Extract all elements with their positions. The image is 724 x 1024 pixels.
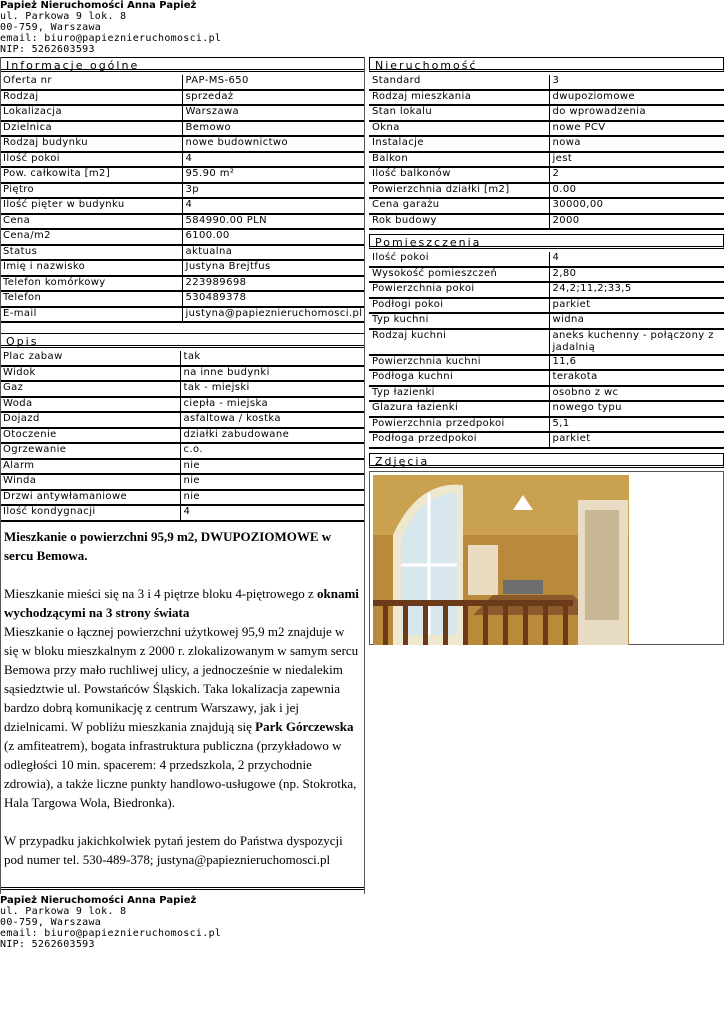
property-row xyxy=(369,198,724,214)
opis-row xyxy=(0,366,365,382)
opis-value: nie xyxy=(180,474,365,490)
property-value: do wprowadzenia xyxy=(549,105,724,121)
rooms-row xyxy=(369,267,724,283)
property-label: Rodzaj mieszkania xyxy=(369,90,549,106)
opis-label: Ogrzewanie xyxy=(0,443,180,459)
rooms-value: 5,1 xyxy=(549,417,724,433)
general-value: 3p xyxy=(182,183,365,199)
property-label: Instalacje xyxy=(369,136,549,152)
property-row xyxy=(369,214,724,230)
general-label: Pow. całkowita [m2] xyxy=(0,167,182,183)
section-general: Informacje ogólne xyxy=(0,57,365,72)
opis-value: tak xyxy=(180,351,365,366)
rooms-row xyxy=(369,370,724,386)
agency-nip: NIP: 5262603593 xyxy=(0,44,95,55)
rooms-label: Podłogi pokoi xyxy=(369,298,549,314)
footer-agency-address-1: ul. Parkowa 9 lok. 8 xyxy=(0,906,127,917)
opis-label: Alarm xyxy=(0,459,180,475)
general-label: Oferta nr xyxy=(0,75,182,90)
agency-name: Papież Nieruchomości Anna Papież xyxy=(0,0,197,11)
general-row xyxy=(0,214,365,230)
opis-row xyxy=(0,381,365,397)
property-label: Powierzchnia działki [m2] xyxy=(369,183,549,199)
rooms-label: Podłoga kuchni xyxy=(369,370,549,386)
opis-row xyxy=(0,428,365,444)
rooms-label: Podłoga przedpokoi xyxy=(369,432,549,448)
property-row xyxy=(369,75,724,90)
rooms-label: Rodzaj kuchni xyxy=(369,329,549,355)
property-row xyxy=(369,90,724,106)
general-label: Piętro xyxy=(0,183,182,199)
general-row xyxy=(0,75,365,90)
opis-row xyxy=(0,459,365,475)
general-label: Rodzaj xyxy=(0,90,182,106)
general-value: 223989698 xyxy=(182,276,365,292)
rooms-value: terakota xyxy=(549,370,724,386)
general-value: 95.90 m² xyxy=(182,167,365,183)
property-value: 3 xyxy=(549,75,724,90)
general-value: 530489378 xyxy=(182,291,365,307)
general-label: Cena xyxy=(0,214,182,230)
general-value: aktualna xyxy=(182,245,365,261)
property-label: Okna xyxy=(369,121,549,137)
description xyxy=(0,527,365,890)
general-row xyxy=(0,90,365,106)
description-headline: Mieszkanie o powierzchni 95,9 m2, DWUPOZIOMOWE w sercu Bemowa. xyxy=(4,528,332,563)
property-row xyxy=(369,121,724,137)
opis-row xyxy=(0,397,365,413)
opis-value: ciepła - miejska xyxy=(180,397,365,413)
agency-address-2: 00-759, Warszawa xyxy=(0,22,102,33)
general-row xyxy=(0,136,365,152)
general-label: Dzielnica xyxy=(0,121,182,137)
property-row xyxy=(369,105,724,121)
rooms-row xyxy=(369,329,724,355)
general-row xyxy=(0,260,365,276)
general-row xyxy=(0,105,365,121)
agency-footer xyxy=(0,895,221,950)
property-label: Balkon xyxy=(369,152,549,168)
photo-gallery xyxy=(369,471,724,645)
description-paragraph-3: Mieszkanie o łącznej powierzchni użytkowej 95,9 m2 znajduje w się w bloku mieszkalnym z 2000 r. zlokalizowanym w samym sercu Bemowa przy mało ruchliwej ulicy, a jednocześnie w niedalekim sąsiedztwie ul. Powstańców Śląskich. Taka lokalizacja zapewnia bardzo dobrą komunikację z centrum Warszawy, jak i jej dzielnicami. W pobliżu mieszkania znajdują się Park Górczewska (z amfiteatrem), bogata infrastruktura publiczna (przykładowo w odległości 10 min. spacerem: 4 przedszkola, 2 przychodnie zdrowia), a także liczne punkty handlowo-usługowe (np. Stokrotka, Hala Targowa Wola, Biedronka). xyxy=(4,623,359,810)
rooms-row xyxy=(369,417,724,433)
rooms-value: nowego typu xyxy=(549,401,724,417)
general-row xyxy=(0,291,365,307)
general-value: Warszawa xyxy=(182,105,365,121)
general-row xyxy=(0,229,365,245)
rooms-label: Wysokość pomieszczeń xyxy=(369,267,549,283)
general-label: Telefon komórkowy xyxy=(0,276,182,292)
property-value: jest xyxy=(549,152,724,168)
property-label: Cena garażu xyxy=(369,198,549,214)
general-value: justyna@papieznieruchomosci.pl xyxy=(182,307,365,323)
left-column xyxy=(0,57,365,890)
opis-value: tak - miejski xyxy=(180,381,365,397)
general-value: PAP-MS-650 xyxy=(182,75,365,90)
agency-header-top xyxy=(0,0,221,55)
general-row xyxy=(0,167,365,183)
rooms-value: 24,2;11,2;33,5 xyxy=(549,282,724,298)
rooms-value: parkiet xyxy=(549,298,724,314)
property-value: dwupoziomowe xyxy=(549,90,724,106)
general-value: 4 xyxy=(182,198,365,214)
right-column xyxy=(369,57,724,645)
rooms-label: Powierzchnia przedpokoi xyxy=(369,417,549,433)
property-value: 30000,00 xyxy=(549,198,724,214)
general-value: 6100.00 xyxy=(182,229,365,245)
rooms-label: Glazura łazienki xyxy=(369,401,549,417)
general-value: nowe budownictwo xyxy=(182,136,365,152)
opis-value: 4 xyxy=(180,505,365,521)
opis-value: asfaltowa / kostka xyxy=(180,412,365,428)
opis-value: c.o. xyxy=(180,443,365,459)
general-row xyxy=(0,183,365,199)
general-value: Justyna Brejtfus xyxy=(182,260,365,276)
rooms-label: Ilość pokoi xyxy=(369,252,549,267)
section-rooms: Pomieszczenia xyxy=(369,234,724,249)
general-label: Cena/m2 xyxy=(0,229,182,245)
rooms-row xyxy=(369,313,724,329)
rooms-value: widna xyxy=(549,313,724,329)
property-label: Standard xyxy=(369,75,549,90)
general-label: Ilość pokoi xyxy=(0,152,182,168)
opis-value: nie xyxy=(180,459,365,475)
rooms-value: aneks kuchenny - połączony z jadalnią xyxy=(549,329,724,355)
opis-label: Ilość kondygnacji xyxy=(0,505,180,521)
rooms-row xyxy=(369,386,724,402)
property-label: Rok budowy xyxy=(369,214,549,230)
property-value: nowa xyxy=(549,136,724,152)
general-row xyxy=(0,198,365,214)
agency-email: email: biuro@papieznieruchomosci.pl xyxy=(0,33,222,44)
apartment-photo[interactable] xyxy=(373,475,629,645)
opis-value: nie xyxy=(180,490,365,506)
opis-label: Widok xyxy=(0,366,180,382)
property-label: Stan lokalu xyxy=(369,105,549,121)
rooms-row xyxy=(369,432,724,448)
rooms-row xyxy=(369,298,724,314)
property-value: 2000 xyxy=(549,214,724,230)
opis-row xyxy=(0,412,365,428)
rooms-row xyxy=(369,252,724,267)
opis-label: Drzwi antywłamaniowe xyxy=(0,490,180,506)
property-table xyxy=(369,75,724,230)
description-paragraph-4: W przypadku jakichkolwiek pytań jestem do Państwa dyspozycji pod numer tel. 530-489-378; justyna@papieznieruchomosci.pl xyxy=(4,832,343,867)
opis-label: Gaz xyxy=(0,381,180,397)
rooms-row xyxy=(369,355,724,371)
rooms-table xyxy=(369,252,724,449)
rooms-label: Typ kuchni xyxy=(369,313,549,329)
opis-label: Woda xyxy=(0,397,180,413)
general-value: 584990.00 PLN xyxy=(182,214,365,230)
rooms-value: 11,6 xyxy=(549,355,724,371)
opis-row xyxy=(0,351,365,366)
opis-label: Otoczenie xyxy=(0,428,180,444)
footer-agency-name: Papież Nieruchomości Anna Papież xyxy=(0,895,197,906)
opis-table xyxy=(0,351,365,522)
opis-label: Dojazd xyxy=(0,412,180,428)
agency-address-1: ul. Parkowa 9 lok. 8 xyxy=(0,11,127,22)
description-paragraph-2: Mieszkanie mieści się na 3 i 4 piętrze bloku 4-piętrowego z oknami wychodzącymi na 3 strony świata xyxy=(4,585,359,620)
section-property: Nieruchomość xyxy=(369,57,724,72)
general-label: Status xyxy=(0,245,182,261)
rooms-value: 4 xyxy=(549,252,724,267)
general-table xyxy=(0,75,365,323)
section-opis: Opis xyxy=(0,333,365,348)
property-value: nowe PCV xyxy=(549,121,724,137)
property-label: Ilość balkonów xyxy=(369,167,549,183)
general-value: sprzedaż xyxy=(182,90,365,106)
property-value: 0.00 xyxy=(549,183,724,199)
general-label: Lokalizacja xyxy=(0,105,182,121)
footer-agency-address-2: 00-759, Warszawa xyxy=(0,917,102,928)
general-label: Rodzaj budynku xyxy=(0,136,182,152)
rooms-value: 2,80 xyxy=(549,267,724,283)
rooms-label: Powierzchnia pokoi xyxy=(369,282,549,298)
general-row xyxy=(0,121,365,137)
general-label: Ilość pięter w budynku xyxy=(0,198,182,214)
property-value: 2 xyxy=(549,167,724,183)
rooms-value: parkiet xyxy=(549,432,724,448)
rooms-label: Powierzchnia kuchni xyxy=(369,355,549,371)
property-row xyxy=(369,136,724,152)
general-value: Bemowo xyxy=(182,121,365,137)
footer-agency-nip: NIP: 5262603593 xyxy=(0,939,95,950)
opis-label: Winda xyxy=(0,474,180,490)
general-row xyxy=(0,307,365,323)
footer-agency-email: email: biuro@papieznieruchomosci.pl xyxy=(0,928,222,939)
rooms-value: osobno z wc xyxy=(549,386,724,402)
opis-value: działki zabudowane xyxy=(180,428,365,444)
opis-value: na inne budynki xyxy=(180,366,365,382)
property-row xyxy=(369,152,724,168)
opis-row xyxy=(0,505,365,521)
opis-row xyxy=(0,443,365,459)
rooms-label: Typ łazienki xyxy=(369,386,549,402)
property-row xyxy=(369,183,724,199)
opis-row xyxy=(0,474,365,490)
property-row xyxy=(369,167,724,183)
general-row xyxy=(0,152,365,168)
section-photos: Zdjęcia xyxy=(369,453,724,468)
rooms-row xyxy=(369,401,724,417)
general-row xyxy=(0,245,365,261)
opis-row xyxy=(0,490,365,506)
general-value: 4 xyxy=(182,152,365,168)
general-label: Imię i nazwisko xyxy=(0,260,182,276)
opis-label: Plac zabaw xyxy=(0,351,180,366)
rooms-row xyxy=(369,282,724,298)
general-label: E-mail xyxy=(0,307,182,323)
general-label: Telefon xyxy=(0,291,182,307)
general-row xyxy=(0,276,365,292)
